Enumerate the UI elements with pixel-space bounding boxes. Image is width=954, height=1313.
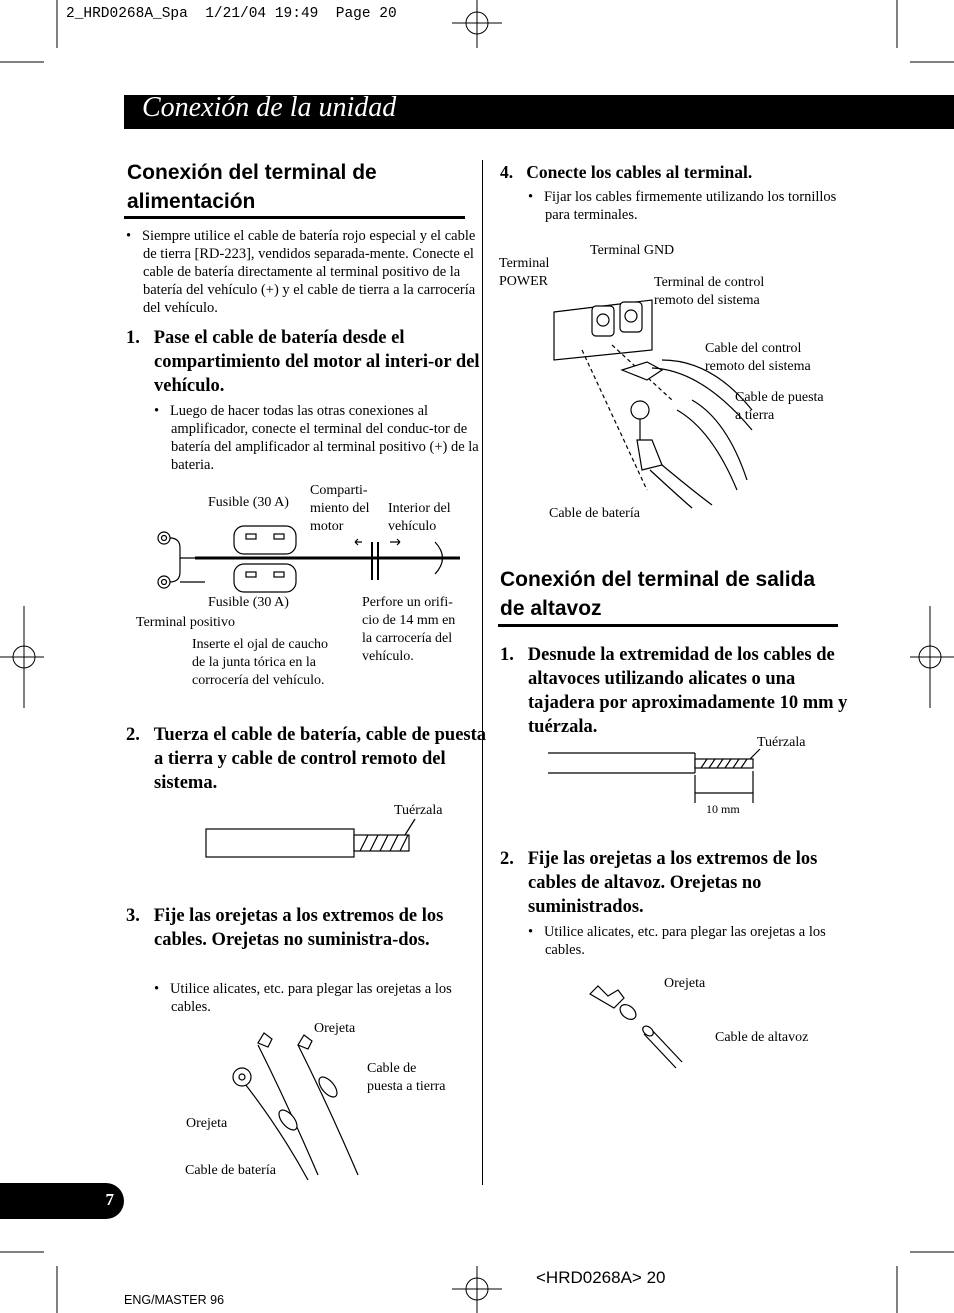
fig5-dimension-label: 10 mm xyxy=(706,802,740,816)
footer-master: ENG/MASTER 96 xyxy=(124,1293,225,1307)
speaker-step-2-bullet: • Utilice alicates, etc. para plegar las orejetas a los cables. xyxy=(528,924,826,958)
fig3-battery-label: Cable de batería xyxy=(185,1163,276,1178)
fig1-drill-label: Perfore un orifi- cio de 14 mm en la carrocería del vehículo. xyxy=(362,595,456,664)
fig4-gnd-label: Terminal GND xyxy=(590,243,675,258)
page-number: 7 xyxy=(105,1190,114,1209)
title-bar xyxy=(124,92,954,129)
fig3-lug-top-label: Orejeta xyxy=(314,1021,356,1036)
section-rule xyxy=(124,216,465,219)
twisted-wire-diagram xyxy=(200,815,420,865)
fig1-fuse-bottom-label: Fusible (30 A) xyxy=(208,595,289,610)
step-1: 1. Pase el cable de batería desde el compartimiento del motor al interi-or del vehículo. xyxy=(126,328,480,396)
step-3: 3. Fije las orejetas a los extremos de los cables. Orejetas no suministra-dos. xyxy=(126,906,444,950)
fig4-remote-terminal-label: Terminal de control remoto del sistema xyxy=(654,275,765,308)
fig3-lug-left-label: Orejeta xyxy=(186,1116,228,1131)
step-1-bullet: • Luego de hacer todas las otras conexiones al amplificador, conecte el terminal del conduc-tor de batería del amplificador al terminal positivo (+) de la bateria. xyxy=(154,403,479,473)
fig1-interior-label: Interior del vehículo xyxy=(388,501,451,534)
fig1-positive-label: Terminal positivo xyxy=(136,615,235,630)
column-divider xyxy=(482,160,483,1185)
fig2-twist-label: Tuérzala xyxy=(394,803,443,818)
footer-code: <HRD0268A> 20 xyxy=(536,1268,666,1287)
fig4-battery-cable-label: Cable de batería xyxy=(549,506,640,521)
section-title-power: Conexión del terminal de alimentación xyxy=(127,161,377,213)
step-4: 4. Conecte los cables al terminal. xyxy=(500,162,753,182)
fig5-twist-label: Tuérzala xyxy=(757,735,806,750)
speaker-step-2: 2. Fije las orejetas a los extremos de los cables de altavoz. Orejetas no suministrados. xyxy=(500,849,818,917)
section-rule-speaker xyxy=(498,624,838,627)
stripped-wire-diagram xyxy=(545,745,765,805)
step-3-bullet: • Utilice alicates, etc. para plegar las orejetas a los cables. xyxy=(154,981,452,1015)
page-title: Conexión de la unidad xyxy=(142,92,397,123)
print-slug: 2_HRD0268A_Spa 1/21/04 19:49 Page 20 xyxy=(66,6,397,22)
fig4-ground-cable-label: Cable de puesta a tierra xyxy=(735,390,824,423)
step-4-bullet: • Fijar los cables firmemente utilizando los tornillos para terminales. xyxy=(528,189,837,223)
fig3-ground-label: Cable de puesta a tierra xyxy=(367,1061,446,1094)
terminal-block-diagram xyxy=(552,290,752,510)
fig6-lug-label: Orejeta xyxy=(664,976,706,991)
fig1-fuse-top-label: Fusible (30 A) xyxy=(208,495,289,510)
lug-cables-diagram xyxy=(228,1025,388,1185)
fig6-speaker-label: Cable de altavoz xyxy=(715,1030,809,1045)
step-2: 2. Tuerza el cable de batería, cable de puesta a tierra y cable de control remoto del sistema. xyxy=(126,725,487,793)
section-title-speaker: Conexión del terminal de salida de altavoz xyxy=(500,568,816,620)
speaker-step-1: 1. Desnude la extremidad de los cables de altavoces utilizando alicates o una tajadera por aproximadamente 10 mm y tuérzala. xyxy=(500,645,848,737)
page-number-tab xyxy=(0,1183,124,1219)
fig4-power-label: Terminal POWER xyxy=(499,256,550,289)
fig4-remote-cable-label: Cable del control remoto del sistema xyxy=(705,341,811,374)
speaker-lug-diagram xyxy=(586,982,696,1072)
fig1-engine-label: Comparti- miento del motor xyxy=(310,483,370,534)
fig1-grommet-label: Inserte el ojal de caucho de la junta tórica en la corrocería del vehículo. xyxy=(192,637,329,688)
intro-bullet: • Siempre utilice el cable de batería rojo especial y el cable de tierra [RD-223], vendidos separada-mente. Conecte el cable de batería directamente al terminal positivo de la batería del vehículo (+) y el cable de tierra a la carrocería del vehículo. xyxy=(126,228,476,316)
